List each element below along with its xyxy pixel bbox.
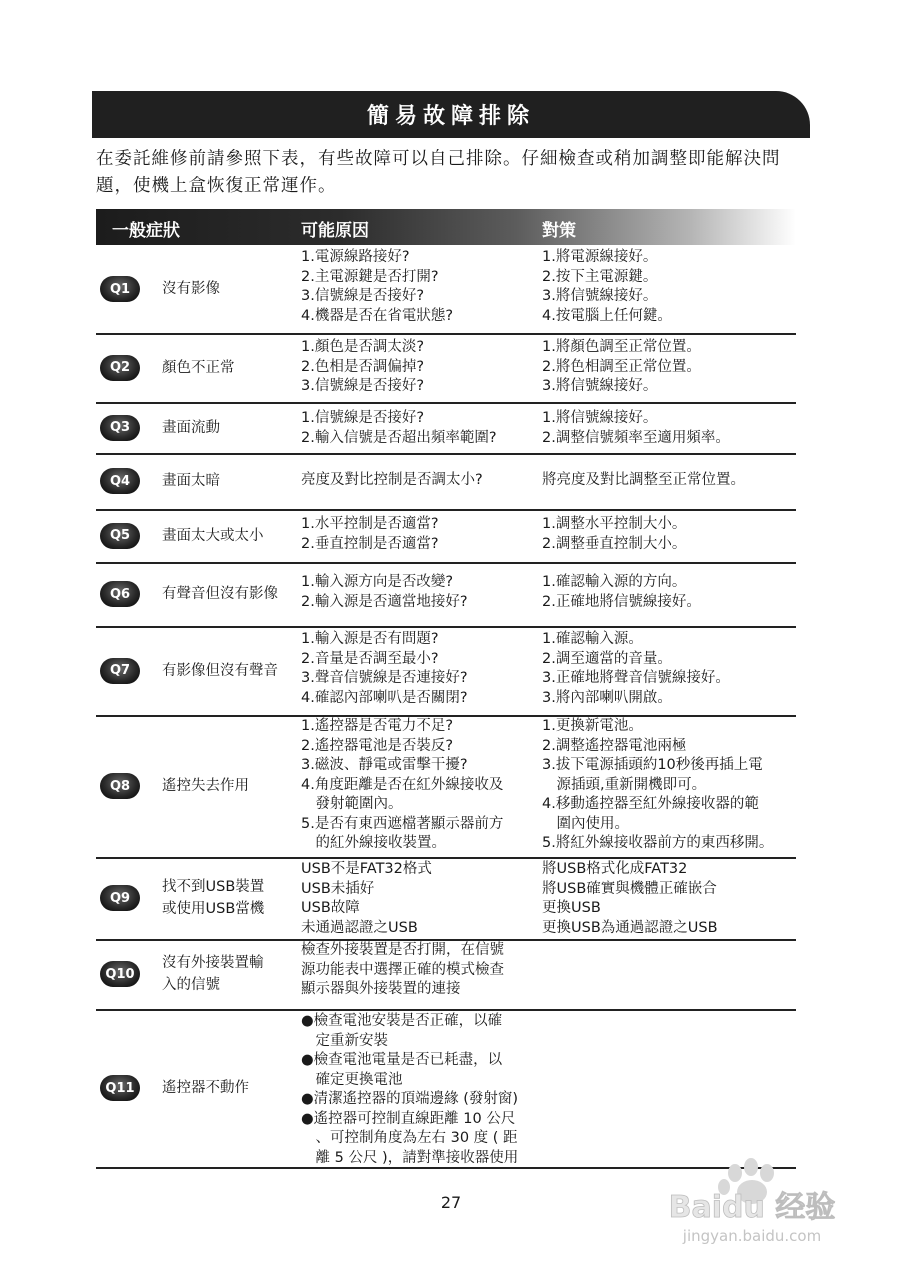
cause-line: 2.色相是否調偏掉? [301, 358, 425, 375]
causes-list [301, 471, 483, 491]
header-symptom: 一般症狀 [112, 221, 180, 241]
table-row [96, 402, 796, 455]
cause-line: 2.遙控器電池是否裝反? [301, 737, 454, 754]
fixes-list [542, 248, 672, 326]
intro-paragraph: 在委託維修前請參照下表，有些故障可以自己排除。仔細檢查或稍加調整即能解決問題，使機上盒恢復正常運作。 [96, 149, 781, 196]
symptom-line: 或使用USB當機 [162, 901, 265, 917]
cause-line: USB未插好 [301, 880, 375, 897]
fix-line: 2.按下主電源鍵。 [542, 268, 658, 285]
cause-line: 3.聲音信號線是否連接好? [301, 670, 468, 686]
causes-list [301, 338, 424, 397]
fixes-list [542, 338, 701, 397]
baidu-watermark [640, 1145, 860, 1255]
causes-list [301, 1012, 518, 1168]
fix-line: 4.移動遙控器至紅外線接收器的範 [542, 796, 759, 812]
fix-line: 2.調整信號頻率至適用頻率。 [542, 429, 730, 446]
fixes-list [542, 717, 773, 854]
fix-line: 1.更換新電池。 [542, 718, 643, 734]
cause-line: 4.機器是否在省電狀態? [301, 307, 454, 324]
cause-line: 4.確認內部喇叭是否關閉? [301, 689, 468, 706]
cause-line: 定重新安裝 [301, 1032, 388, 1049]
fix-line: 更換USB為通過認證之USB [542, 919, 718, 936]
fix-line: 1.調整水平控制大小。 [542, 516, 687, 532]
cause-line: 離 5 公尺 )，請對準接收器使用 [301, 1149, 519, 1166]
symptom-line: 沒有外接裝置輸 [162, 955, 264, 971]
table-row [96, 245, 796, 335]
cause-line: 1.水平控制是否適當? [301, 516, 439, 532]
fix-line: 3.將信號線接好。 [542, 288, 658, 304]
fixes-list [542, 409, 730, 448]
cause-line: USB故障 [301, 900, 360, 916]
symptom: 有影像但沒有聲音 [162, 662, 278, 679]
causes-list [301, 630, 468, 708]
fix-line: 將亮度及對比調整至正常位置。 [542, 472, 745, 488]
question-badge: Q10 [100, 961, 140, 987]
fix-line: 3.拔下電源插頭約10秒後再插上電 [542, 757, 763, 773]
symptom: 顏色不正常 [162, 359, 235, 376]
table-row [96, 857, 796, 941]
cause-line: 顯示器與外接裝置的連接 [301, 981, 461, 997]
cause-line: 的紅外線接收裝置。 [301, 835, 446, 851]
cause-line: 3.信號線是否接好? [301, 288, 425, 304]
symptom: 遙控器不動作 [162, 1080, 249, 1096]
fix-line: 5.將紅外線接收器前方的東西移開。 [542, 835, 774, 851]
question-badge: Q2 [100, 355, 140, 381]
watermark-url: jingyan.baidu.com [682, 1227, 822, 1245]
fix-line: 將USB格式化成FAT32 [542, 861, 688, 877]
table-row [96, 626, 796, 717]
cause-line: 1.輸入源是否有問題? [301, 631, 439, 647]
cause-line: 2.主電源鍵是否打開? [301, 268, 439, 285]
causes-list [301, 860, 432, 938]
cause-line: ●檢查電池電量是否已耗盡，以 [301, 1052, 503, 1068]
fix-line: 2.調整遙控器電池兩極 [542, 737, 687, 754]
table-row [96, 562, 796, 628]
table-row [96, 715, 796, 859]
cause-line: 2.輸入信號是否超出頻率範圍? [301, 429, 497, 446]
causes-list [301, 941, 504, 1000]
cause-line: 確定更換電池 [301, 1071, 403, 1088]
cause-line: 、可控制角度為左右 30 度 ( 距 [301, 1130, 518, 1146]
page-title: 簡易故障排除 [366, 104, 535, 129]
fixes-list [542, 471, 745, 491]
cause-line: 1.信號線是否接好? [301, 410, 425, 426]
question-badge: Q4 [100, 468, 140, 494]
fix-line: 3.將信號線接好。 [542, 378, 658, 394]
fix-line: 3.將內部喇叭開啟。 [542, 689, 672, 706]
causes-list [301, 573, 468, 612]
causes-list [301, 248, 453, 326]
watermark-logo: Baidu 经验 [668, 1190, 836, 1225]
question-badge: Q8 [100, 773, 140, 799]
symptom-line: 入的信號 [162, 977, 220, 993]
fix-line: 4.按電腦上任何鍵。 [542, 307, 672, 324]
fix-line: 3.正確地將聲音信號線接好。 [542, 670, 730, 686]
question-badge: Q7 [100, 658, 140, 684]
cause-line: 3.信號線是否接好? [301, 378, 425, 394]
table-row [96, 453, 796, 511]
symptom: 畫面太大或太小 [162, 527, 264, 544]
symptom: 有聲音但沒有影像 [162, 586, 278, 602]
question-badge: Q1 [100, 276, 140, 302]
fix-line: 源插頭,重新開機即可。 [542, 776, 707, 793]
cause-line: ●檢查電池安裝是否正確，以確 [301, 1013, 503, 1029]
fixes-list [542, 515, 686, 554]
cause-line: 4.角度距離是否在紅外線接收及 [301, 776, 504, 793]
symptom-line: 找不到USB裝置 [162, 879, 265, 895]
cause-line: 源功能表中選擇正確的模式檢查 [301, 961, 504, 978]
fix-line: 將USB確實與機體正確嵌合 [542, 880, 717, 897]
fix-line: 1.將信號線接好。 [542, 410, 658, 426]
symptom: 畫面流動 [162, 419, 220, 436]
header-cause: 可能原因 [301, 221, 369, 241]
fix-line: 2.調至適當的音量。 [542, 650, 672, 667]
fixes-list [542, 630, 730, 708]
question-badge: Q6 [100, 581, 140, 607]
fix-line: 1.確認輸入源的方向。 [542, 574, 687, 590]
cause-line: 2.音量是否調至最小? [301, 650, 439, 667]
table-row [96, 939, 796, 1011]
cause-line: 1.遙控器是否電力不足? [301, 718, 454, 734]
cause-line: 5.是否有東西遮檔著顯示器前方 [301, 815, 504, 832]
cause-line: 2.輸入源是否適當地接好? [301, 593, 468, 610]
fix-line: 2.正確地將信號線接好。 [542, 593, 701, 610]
fix-line: 1.將電源線接好。 [542, 249, 658, 265]
symptom [162, 876, 264, 920]
header-solution: 對策 [542, 221, 576, 241]
cause-line: 發射範圍內。 [301, 796, 403, 812]
cause-line: USB不是FAT32格式 [301, 861, 432, 877]
cause-line: ●遙控器可控制直線距離 10 公尺 [301, 1110, 516, 1127]
causes-list [301, 717, 503, 854]
question-badge: Q9 [100, 885, 140, 911]
fixes-list [542, 860, 718, 938]
section-title-bar [92, 91, 810, 138]
question-badge: Q3 [100, 415, 140, 441]
fix-line: 1.將顏色調至正常位置。 [542, 339, 701, 355]
cause-line: 1.顏色是否調太淡? [301, 339, 425, 355]
table-header [96, 209, 796, 245]
fixes-list [542, 573, 701, 612]
cause-line: 1.電源線路接好? [301, 249, 410, 265]
fix-line: 2.將色相調至正常位置。 [542, 358, 701, 375]
question-badge: Q5 [100, 523, 140, 549]
symptom: 畫面太暗 [162, 473, 220, 489]
fix-line: 1.確認輸入源。 [542, 631, 643, 647]
page-number: 27 [440, 1193, 462, 1212]
cause-line: ●清潔遙控器的頂端邊緣 (發射窗) [301, 1091, 519, 1107]
fix-line: 圍內使用。 [542, 815, 629, 832]
causes-list [301, 409, 497, 448]
cause-line: 檢查外接裝置是否打開，在信號 [301, 942, 504, 958]
cause-line: 亮度及對比控制是否調太小? [301, 472, 483, 488]
question-badge: Q11 [100, 1075, 140, 1101]
symptom: 沒有影像 [162, 281, 220, 297]
table-row [96, 333, 796, 404]
cause-line: 1.輸入源方向是否改變? [301, 574, 454, 590]
fix-line: 更換USB [542, 900, 601, 916]
cause-line: 未通過認證之USB [301, 919, 418, 936]
causes-list [301, 515, 439, 554]
symptom [162, 952, 264, 996]
cause-line: 3.磁波、靜電或雷擊干擾? [301, 757, 468, 773]
cause-line: 2.垂直控制是否適當? [301, 535, 439, 552]
table-row [96, 509, 796, 564]
symptom: 遙控失去作用 [162, 778, 249, 794]
fix-line: 2.調整垂直控制大小。 [542, 535, 687, 552]
